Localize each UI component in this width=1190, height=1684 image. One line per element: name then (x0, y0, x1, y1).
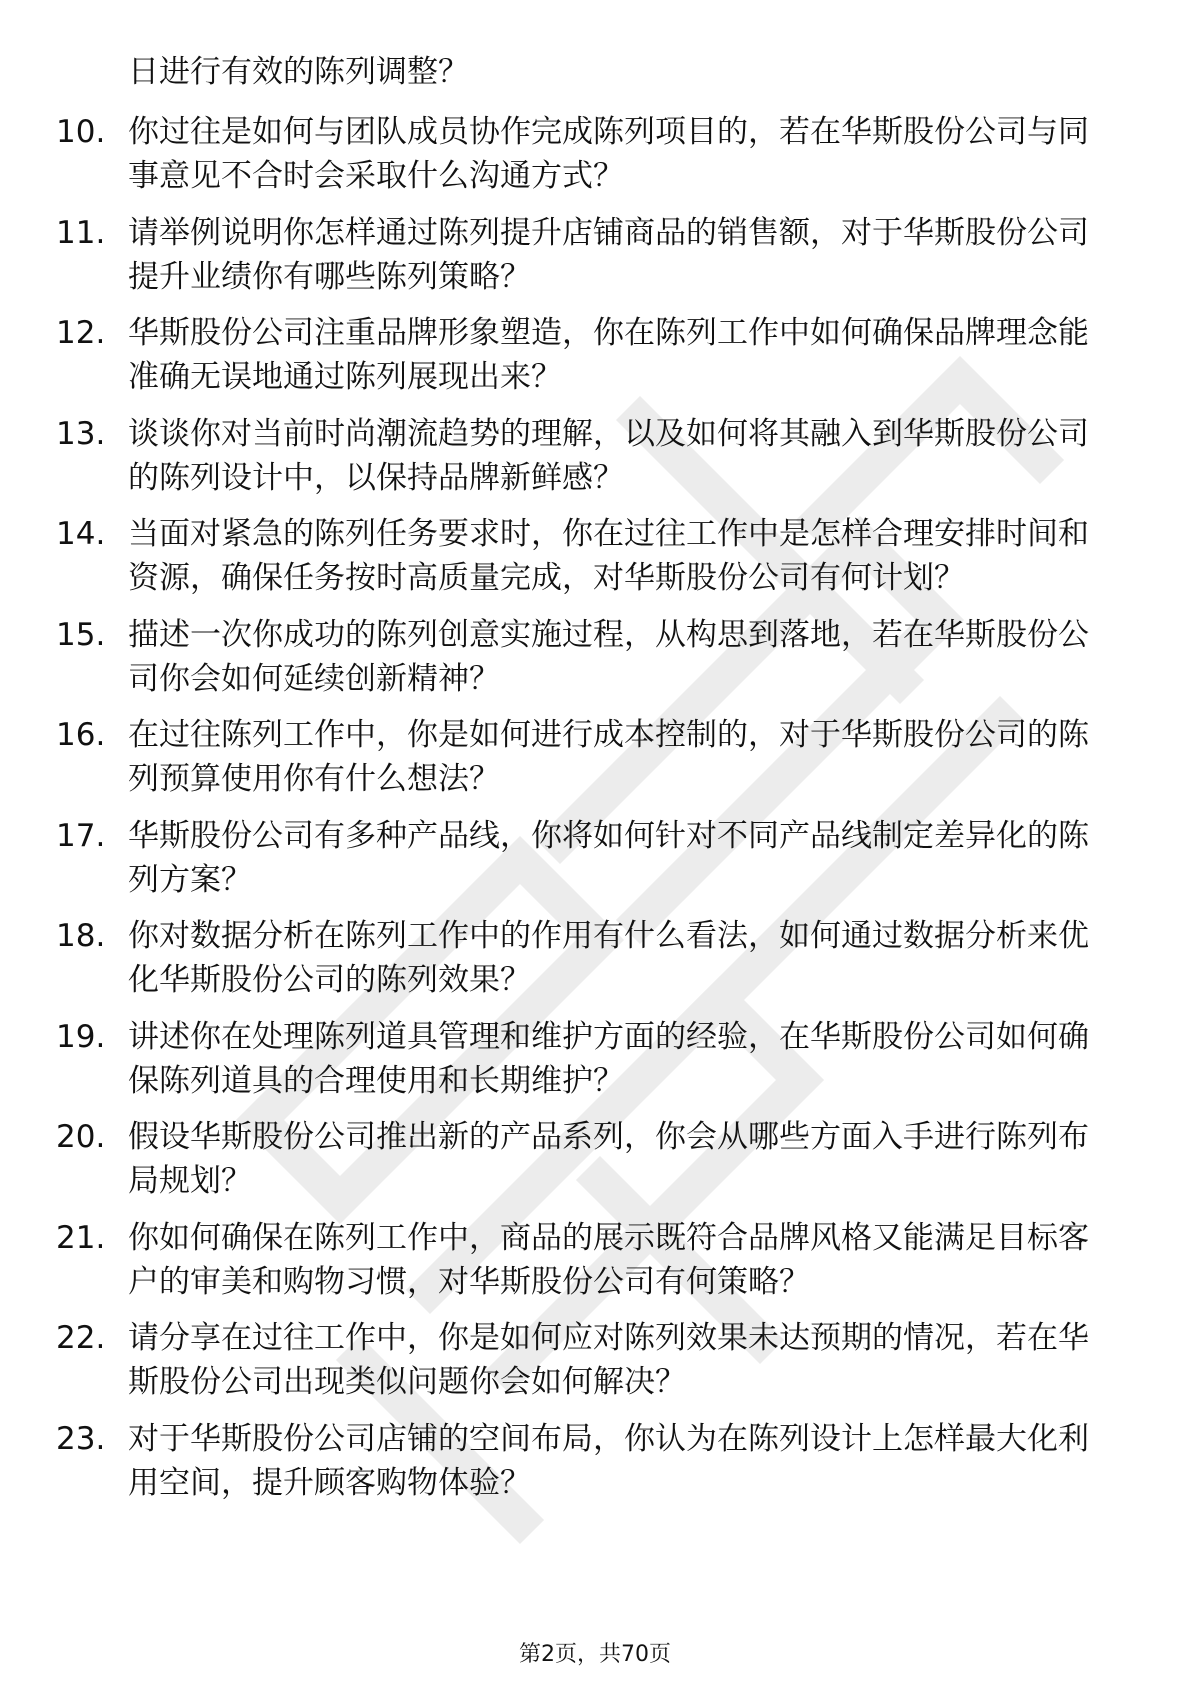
question-number: 10. (56, 114, 106, 150)
question-number: 13. (56, 415, 106, 452)
question-item (0, 1115, 1118, 1203)
question-number: 17. (56, 817, 106, 854)
question-item (0, 1015, 1118, 1103)
question-item (0, 1316, 1118, 1404)
question-item (0, 1417, 1118, 1505)
question-text: 讲述你在处理陈列道具管理和维护方面的经验，在华斯股份公司如何确保陈列道具的合理使用和长期维护？ (128, 1018, 1089, 1099)
question-item (0, 412, 1118, 500)
question-number: 16. (56, 717, 106, 753)
question-text: 华斯股份公司有多种产品线，你将如何针对不同产品线制定差异化的陈列方案？ (128, 817, 1089, 898)
question-text: 对于华斯股份公司店铺的空间布局，你认为在陈列设计上怎样最大化利用空间，提升顾客购物体验？ (128, 1420, 1089, 1501)
question-number: 18. (56, 918, 106, 954)
question-text: 请分享在过往工作中，你是如何应对陈列效果未达预期的情况，若在华斯股份公司出现类似问题你会如何解决？ (128, 1320, 1089, 1400)
question-item (0, 211, 1118, 299)
question-number: 23. (56, 1420, 106, 1457)
page-footer: 第2页，共70页 (519, 1642, 671, 1667)
question-text: 你对数据分析在陈列工作中的作用有什么看法，如何通过数据分析来优化华斯股份公司的陈列效果？ (128, 918, 1089, 998)
question-item (0, 814, 1118, 902)
question-text: 谈谈你对当前时尚潮流趋势的理解，以及如何将其融入到华斯股份公司的陈列设计中，以保持品牌新鲜感？ (128, 415, 1089, 496)
question-text: 假设华斯股份公司推出新的产品系列，你会从哪些方面入手进行陈列布局规划？ (128, 1119, 1089, 1199)
question-text: 请举例说明你怎样通过陈列提升店铺商品的销售额，对于华斯股份公司提升业绩你有哪些陈列策略？ (128, 214, 1089, 295)
question-number: 20. (56, 1119, 106, 1155)
question-item (0, 110, 1118, 198)
question-item (0, 613, 1118, 701)
question-item (0, 512, 1118, 600)
question-number: 14. (56, 516, 106, 552)
question-item (0, 914, 1118, 1002)
question-text: 你如何确保在陈列工作中，商品的展示既符合品牌风格又能满足目标客户的审美和购物习惯，对华斯股份公司有何策略？ (128, 1219, 1089, 1300)
question-number: 11. (56, 214, 106, 251)
question-number: 15. (56, 616, 106, 653)
question-text: 描述一次你成功的陈列创意实施过程，从构思到落地，若在华斯股份公司你会如何延续创新精神？ (128, 616, 1089, 697)
question-number: 21. (56, 1219, 106, 1256)
question-item (0, 311, 1118, 399)
question-item (0, 1216, 1118, 1304)
question-list (0, 110, 1190, 1517)
question-item (0, 713, 1118, 801)
continuation-text: 日进行有效的陈列调整？ (128, 54, 469, 90)
question-text: 你过往是如何与团队成员协作完成陈列项目的，若在华斯股份公司与同事意见不合时会采取什么沟通方式？ (128, 114, 1089, 194)
question-number: 12. (56, 315, 106, 351)
question-text: 当面对紧急的陈列任务要求时，你在过往工作中是怎样合理安排时间和资源，确保任务按时高质量完成，对华斯股份公司有何计划？ (128, 516, 1089, 596)
question-number: 19. (56, 1018, 106, 1055)
question-text: 华斯股份公司注重品牌形象塑造，你在陈列工作中如何确保品牌理念能准确无误地通过陈列展现出来？ (128, 315, 1089, 395)
question-number: 22. (56, 1320, 106, 1356)
question-text: 在过往陈列工作中，你是如何进行成本控制的，对于华斯股份公司的陈列预算使用你有什么想法？ (128, 717, 1089, 797)
